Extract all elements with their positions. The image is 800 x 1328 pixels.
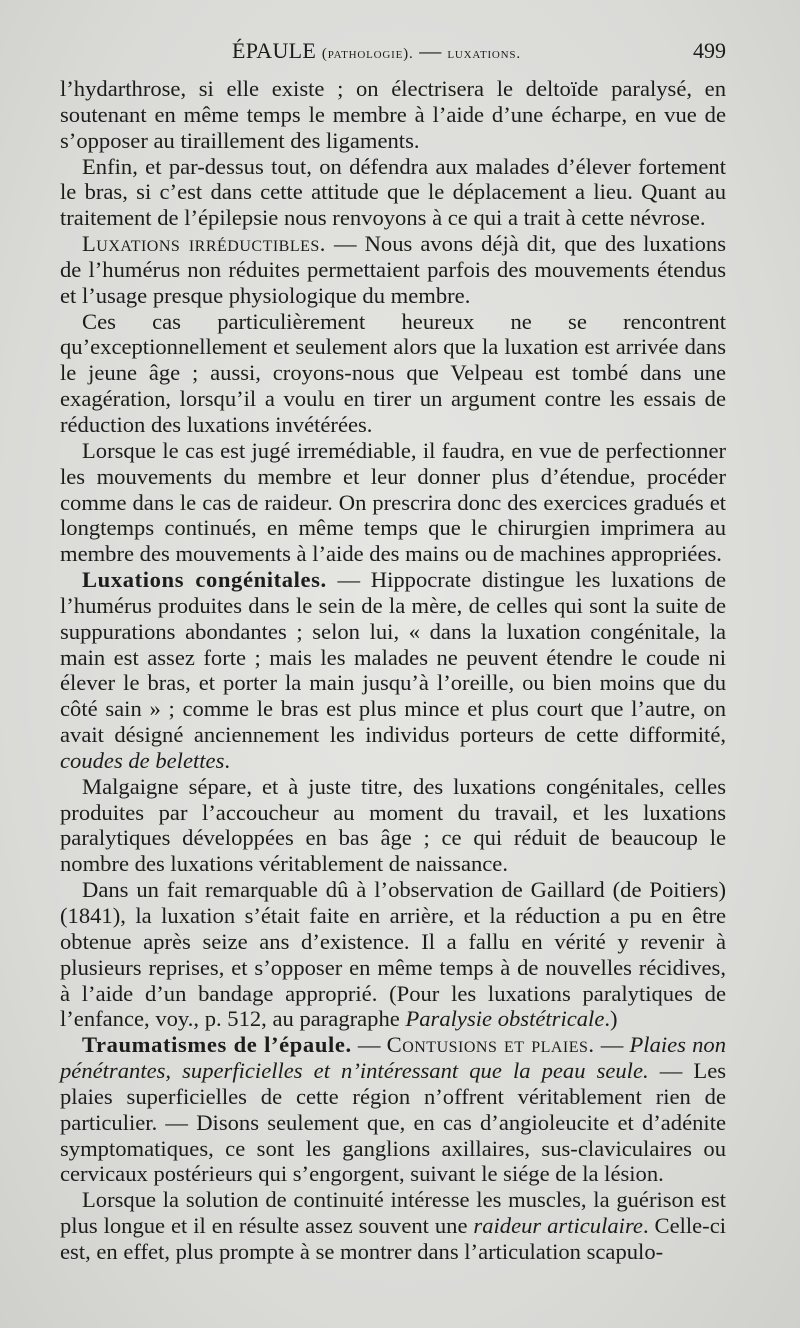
paragraph-5: Lorsque le cas est jugé irremédiable, il faudra, en vue de perfectionner les mouvements du membre et leur donner plus d’étendue, procéder comme dans le cas de raideur. On prescrira donc des exercices gradués et longtemps continués, en même temps que le chirurgien imprimera au membre des mouvements à l’aide des mains ou de machines appropriées. [60, 437, 726, 567]
paragraph-6-italic: coudes de belettes [60, 747, 225, 773]
paragraph-9 [60, 1032, 726, 1187]
subsection-heading-contusions: Contusions et plaies. [386, 1032, 595, 1058]
title-paren: (pathologie). [321, 46, 414, 62]
paragraph-10-italic: raideur articulaire [473, 1213, 643, 1239]
paragraph-3 [60, 231, 726, 309]
paragraph-8-end: .) [604, 1006, 618, 1032]
running-head [60, 38, 726, 72]
paragraph-8 [60, 877, 726, 1032]
paragraph-4: Ces cas particulièrement heureux ne se rencontrent qu’exceptionnellement et seulement alors que la luxation est arrivée dans le jeune âge ; aussi, croyons-nous que Velpeau est tombé dans une exagération, lorsqu’il a voulu en tirer un argument contre les essais de réduction des luxations invétérées. [60, 308, 726, 437]
paragraph-3-text: — Nous avons déjà dit, que des luxations de l’humérus non réduites permettaient parfois des mouvements étendus et l’usage presque physiologique du membre. [60, 231, 726, 308]
paragraph-2: Enfin, et par-dessus tout, on défendra aux malades d’élever fortement le bras, si c’est dans cette attitude que le déplacement a lieu. Quant au traitement de l’épilepsie nous renvoyons à ce qui a trait à cette névrose. [60, 153, 726, 231]
paragraph-6-text: — Hippocrate distingue les luxations de l’humérus produites dans le sein de la mère, de celles qui sont la suite de suppurations abondantes ; selon lui, « dans la luxation congénitale, la main est assez forte ; mais les malades ne peuvent étendre le coude ni élever le bras, et porter la main jusqu’à l’oreille, ou bien moins que du côté sain » ; comme le bras est plus mince et plus court que l’autre, on avait désigné anciennement les individus porteurs de cette difformité, [60, 567, 726, 748]
running-title [232, 38, 521, 64]
paragraph-7: Malgaigne sépare, et à juste titre, des luxations congénitales, celles produites par l’accoucheur au moment du travail, et les luxations paralytiques développées en bas âge ; ce qui réduit de beaucoup le nombre des luxations véritablement de naissance. [60, 773, 726, 877]
paragraph-8-italic: Paralysie obstétricale [405, 1006, 605, 1032]
section-heading-congenitales: Luxations congénitales. [82, 567, 327, 593]
title-dash: — [413, 38, 448, 63]
paragraph-10-end: . Celle-ci est, en effet, plus prompte à se montrer dans l’articulation scapulo- [60, 1213, 727, 1264]
paragraph-8-text: Dans un fait remarquable dû à l’observation de Gaillard (de Poitiers) (1841), la luxation s’était faite en arrière, et la réduction a pu en être obtenue après seize ans d’existence. Il a fallu en vérité y revenir à plusieurs reprises, et s’opposer en même temps à de nouvelles récidives, à l’aide d’un bandage approprié. (Pour les luxations paralytiques de l’enfance, voy., p. 512, au paragraphe [60, 877, 726, 1032]
paragraph-9-text: — Les plaies superficielles de cette région n’offrent véritablement rien de particulier. — Disons seulement que, en cas d’angioleucite et d’adénite symptomatiques, ce sont les ganglions axillaires, sus-claviculaires ou cervicaux postérieurs qui s’engorgent, suivant le siége de la lésion. [60, 1058, 727, 1187]
title-section: luxations. [447, 46, 521, 62]
title-main: ÉPAULE [232, 38, 317, 63]
paragraph-9-italic: Plaies non pénétrantes, superficielles et n’intéressant que la peau seule. [60, 1032, 726, 1084]
body-text [60, 76, 726, 1265]
paragraph-6-end: . [224, 747, 231, 773]
page-number: 499 [693, 38, 726, 63]
paragraph-10 [60, 1187, 726, 1265]
paragraph-6 [60, 567, 726, 774]
paragraph-9-dash: — [351, 1032, 387, 1058]
paragraph-9-dash-2: — [594, 1032, 630, 1058]
section-heading-irreductibles: Luxations irréductibles. [82, 231, 326, 257]
paragraph-10-text: Lorsque la solution de continuité intéresse les muscles, la guérison est plus longue et il en résulte assez souvent une [60, 1187, 726, 1239]
paragraph-1: l’hydarthrose, si elle existe ; on électrisera le deltoïde paralysé, en soutenant en même temps le membre à l’aide d’une écharpe, en vue de s’opposer au tiraillement des ligaments. [60, 76, 726, 153]
section-heading-traumatismes: Traumatismes de l’épaule. [82, 1032, 352, 1058]
